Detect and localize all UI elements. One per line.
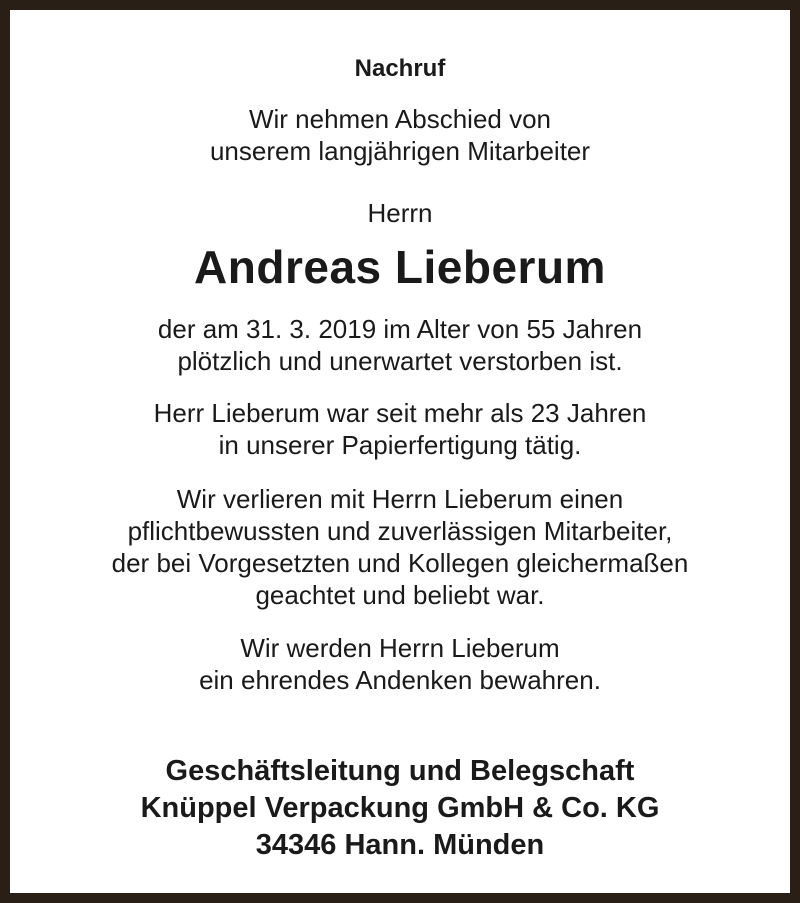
paragraph4-line-2: ein ehrendes Andenken bewahren.	[199, 665, 601, 695]
paragraph2-line-1: Herr Lieberum war seit mehr als 23 Jahren	[153, 398, 647, 428]
intro-line-2: unserem langjährigen Mitarbeiter	[209, 136, 591, 166]
paragraph3-line-3: der bei Vorgesetzten und Kollegen gleichermaßen	[111, 548, 689, 578]
paragraph3-line-1: Wir verlieren mit Herrn Lieberum einen	[176, 484, 624, 514]
signature-line-1: Geschäftsleitung und Belegschaft	[165, 755, 635, 787]
salutation: Herrn	[367, 198, 433, 228]
paragraph2-line-2: in unserer Papierfertigung tätig.	[218, 430, 582, 460]
obituary-heading: Nachruf	[354, 55, 446, 82]
paragraph3-line-4: geachtet und beliebt war.	[255, 580, 545, 610]
paragraph1-line-2: plötzlich und unerwartet verstorben ist.	[177, 346, 623, 376]
signature-line-3: 34346 Hann. Münden	[255, 829, 545, 861]
obituary-content	[20, 20, 780, 883]
paragraph4-line-1: Wir werden Herrn Lieberum	[240, 633, 560, 663]
signature-line-2: Knüppel Verpackung GmbH & Co. KG	[140, 792, 660, 824]
paragraph3-line-2: pflichtbewussten und zuverlässigen Mitarbeiter,	[127, 516, 673, 546]
deceased-name: Andreas Lieberum	[194, 241, 606, 293]
intro-line-1: Wir nehmen Abschied von	[248, 104, 552, 134]
paragraph1-line-1: der am 31. 3. 2019 im Alter von 55 Jahren	[157, 314, 643, 344]
